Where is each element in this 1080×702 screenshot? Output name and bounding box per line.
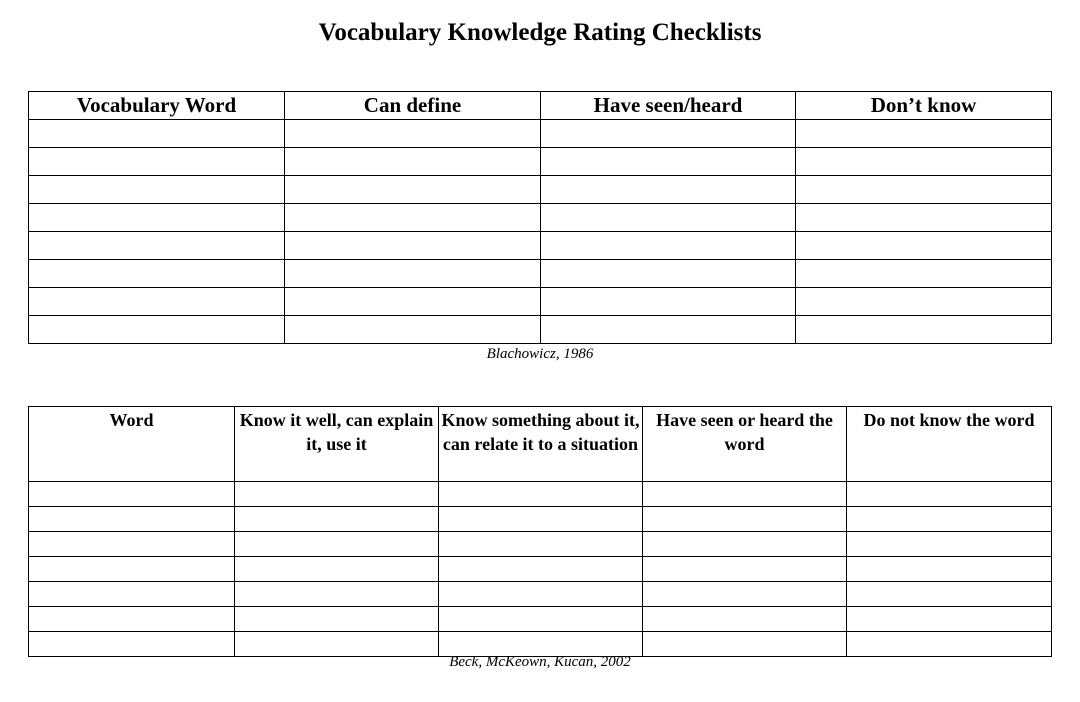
table-row (29, 482, 1052, 507)
blank-cell[interactable] (847, 482, 1052, 507)
blank-cell[interactable] (796, 232, 1052, 260)
blank-cell[interactable] (285, 204, 541, 232)
blank-cell[interactable] (439, 607, 643, 632)
blank-cell[interactable] (643, 532, 847, 557)
table-row (29, 148, 1052, 176)
blank-cell[interactable] (796, 120, 1052, 148)
blank-cell[interactable] (29, 532, 235, 557)
table-row (29, 582, 1052, 607)
blank-cell[interactable] (235, 507, 439, 532)
blank-cell[interactable] (439, 557, 643, 582)
blank-cell[interactable] (29, 507, 235, 532)
blank-cell[interactable] (847, 582, 1052, 607)
blank-cell[interactable] (29, 607, 235, 632)
blank-cell[interactable] (285, 288, 541, 316)
blank-cell[interactable] (29, 120, 285, 148)
blank-cell[interactable] (235, 632, 439, 657)
blank-cell[interactable] (796, 288, 1052, 316)
blank-cell[interactable] (29, 288, 285, 316)
blank-cell[interactable] (796, 148, 1052, 176)
blank-cell[interactable] (796, 260, 1052, 288)
table-row (29, 176, 1052, 204)
table-row (29, 607, 1052, 632)
header-vocabulary-word: Vocabulary Word (29, 92, 285, 120)
blank-cell[interactable] (541, 288, 796, 316)
citation-beck-mckeown-kucan: Beck, McKeown, Kucan, 2002 (449, 654, 631, 670)
blank-cell[interactable] (439, 632, 643, 657)
header-row (29, 407, 1052, 482)
blank-cell[interactable] (643, 582, 847, 607)
blank-cell[interactable] (541, 120, 796, 148)
table-row (29, 557, 1052, 582)
blank-cell[interactable] (285, 148, 541, 176)
citation-blachowicz: Blachowicz, 1986 (486, 346, 594, 362)
table-row (29, 120, 1052, 148)
blank-cell[interactable] (285, 316, 541, 344)
blank-cell[interactable] (643, 557, 847, 582)
blank-cell[interactable] (439, 582, 643, 607)
blank-cell[interactable] (439, 482, 643, 507)
blank-cell[interactable] (235, 557, 439, 582)
header-know-it-well: Know it well, can explain it, use it (235, 407, 439, 482)
table-row (29, 204, 1052, 232)
table-row (29, 260, 1052, 288)
table-row (29, 507, 1052, 532)
table-row (29, 316, 1052, 344)
blank-cell[interactable] (439, 532, 643, 557)
blank-cell[interactable] (29, 260, 285, 288)
blank-cell[interactable] (847, 532, 1052, 557)
blank-cell[interactable] (847, 557, 1052, 582)
table-row (29, 632, 1052, 657)
blank-cell[interactable] (29, 582, 235, 607)
header-can-define: Can define (285, 92, 541, 120)
blank-cell[interactable] (541, 316, 796, 344)
blank-cell[interactable] (643, 607, 847, 632)
blank-cell[interactable] (796, 204, 1052, 232)
blank-cell[interactable] (541, 260, 796, 288)
blank-cell[interactable] (29, 204, 285, 232)
checklist-table-beck (28, 406, 1052, 657)
header-dont-know: Don’t know (796, 92, 1052, 120)
blank-cell[interactable] (235, 482, 439, 507)
header-row (29, 92, 1052, 120)
blank-cell[interactable] (29, 148, 285, 176)
blank-cell[interactable] (29, 232, 285, 260)
blank-cell[interactable] (847, 632, 1052, 657)
blank-cell[interactable] (29, 176, 285, 204)
blank-cell[interactable] (285, 176, 541, 204)
blank-cell[interactable] (29, 632, 235, 657)
blank-cell[interactable] (235, 582, 439, 607)
blank-cell[interactable] (847, 507, 1052, 532)
blank-cell[interactable] (541, 232, 796, 260)
blank-cell[interactable] (235, 607, 439, 632)
blank-cell[interactable] (285, 120, 541, 148)
page-title: Vocabulary Knowledge Rating Checklists (318, 19, 762, 46)
table-row (29, 288, 1052, 316)
blank-cell[interactable] (796, 316, 1052, 344)
blank-cell[interactable] (796, 176, 1052, 204)
blank-cell[interactable] (541, 148, 796, 176)
blank-cell[interactable] (643, 507, 847, 532)
blank-cell[interactable] (235, 532, 439, 557)
header-do-not-know: Do not know the word (847, 407, 1052, 482)
blank-cell[interactable] (541, 204, 796, 232)
header-know-something: Know something about it, can relate it to a situation (439, 407, 643, 482)
blank-cell[interactable] (29, 482, 235, 507)
blank-cell[interactable] (847, 607, 1052, 632)
checklist-table-blachowicz (28, 91, 1052, 344)
table-row (29, 232, 1052, 260)
table-row (29, 532, 1052, 557)
blank-cell[interactable] (29, 316, 285, 344)
blank-cell[interactable] (643, 632, 847, 657)
header-have-seen-or-heard: Have seen or heard the word (643, 407, 847, 482)
blank-cell[interactable] (541, 176, 796, 204)
blank-cell[interactable] (285, 232, 541, 260)
blank-cell[interactable] (439, 507, 643, 532)
blank-cell[interactable] (29, 557, 235, 582)
header-have-seen-heard: Have seen/heard (541, 92, 796, 120)
header-word: Word (29, 407, 235, 482)
blank-cell[interactable] (643, 482, 847, 507)
blank-cell[interactable] (285, 260, 541, 288)
